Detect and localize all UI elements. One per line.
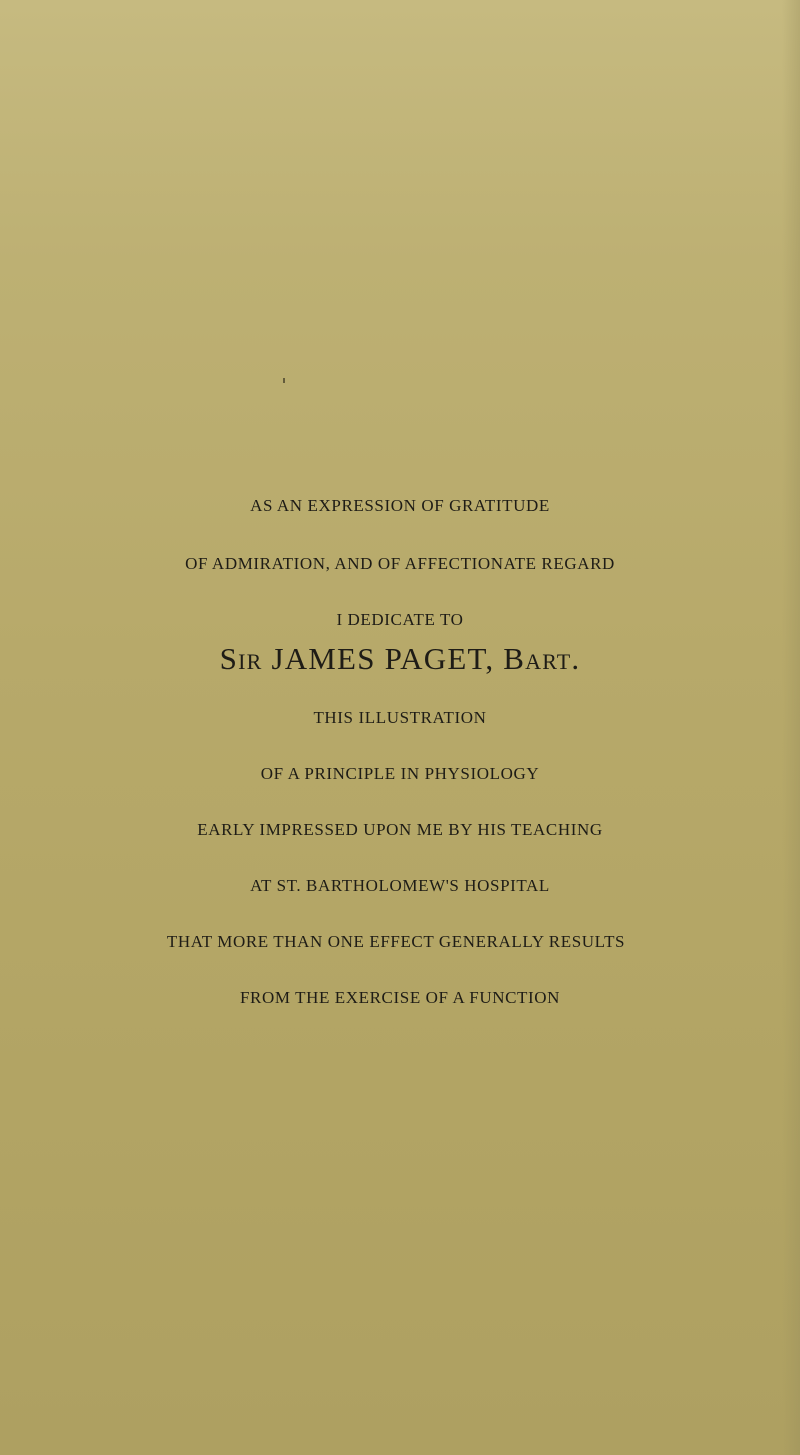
dedication-line-5: THIS ILLUSTRATION bbox=[313, 708, 487, 727]
dedication-line-10: FROM THE EXERCISE OF A FUNCTION bbox=[239, 988, 561, 1007]
dedication-line-7: EARLY IMPRESSED UPON ME BY HIS TEACHING bbox=[197, 820, 603, 839]
dedication-line-1: AS AN EXPRESSION OF GRATITUDE bbox=[250, 496, 550, 515]
dedication-line-8: AT ST. BARTHOLOMEW'S HOSPITAL bbox=[250, 876, 550, 895]
dedication-line-3: I DEDICATE TO bbox=[336, 610, 464, 629]
dedication-line-9: THAT MORE THAN ONE EFFECT GENERALLY RESULTS bbox=[166, 932, 626, 951]
dedication-line-2: OF ADMIRATION, AND OF AFFECTIONATE REGARD bbox=[185, 554, 615, 573]
dedicatee-name: Sir JAMES PAGET, Bart. bbox=[219, 641, 581, 676]
dedication-line-6: OF A PRINCIPLE IN PHYSIOLOGY bbox=[260, 764, 540, 783]
